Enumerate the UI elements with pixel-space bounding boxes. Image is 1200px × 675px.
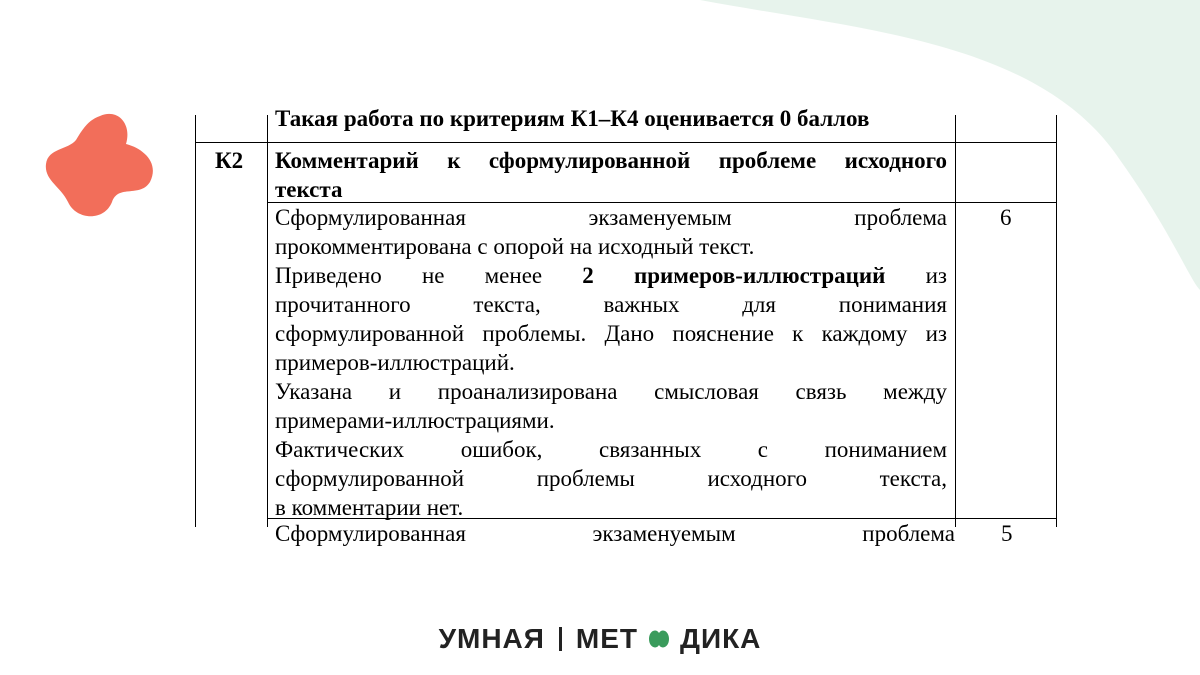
table-divider-score [955, 115, 956, 527]
coral-blob-decoration [42, 110, 156, 222]
criterion-title-line-2: текста [275, 177, 343, 202]
desc-p4-line-2: сформулированной проблемы исходного текста, [275, 466, 947, 491]
criterion-code: К2 [215, 148, 244, 173]
cropped-next-row-text: Сформулированная экзаменуемым проблема [275, 521, 955, 546]
score-value: 6 [1000, 205, 1012, 230]
desc-p2-line-1 [275, 261, 947, 290]
desc-p2-bold: 2 примеров-иллюстраций [582, 263, 886, 288]
brand-logo [0, 623, 1200, 655]
logo-word-2-end: ДИКА [680, 623, 762, 654]
criterion-description [275, 203, 947, 522]
desc-p1-line-1: Сформулированная экзаменуемым проблема [275, 205, 947, 230]
desc-p2-line-4: примеров-иллюстраций. [275, 350, 515, 375]
table-border-left [195, 115, 196, 527]
desc-p2-suffix: из [925, 263, 947, 288]
desc-p4-line-1: Фактических ошибок, связанных с пониманием [275, 437, 947, 462]
logo-word-2-start: МЕТ [575, 623, 639, 654]
leaf-icon [646, 626, 672, 652]
row-divider-1 [195, 142, 1057, 143]
logo-separator [559, 627, 562, 651]
desc-p4-line-3: в комментарии нет. [275, 495, 464, 520]
desc-p2-line-2: прочитанного текста, важных для понимания [275, 292, 947, 317]
desc-p3-line-2: примерами-иллюстрациями. [275, 408, 555, 433]
cropped-next-score: 5 [1001, 521, 1013, 546]
desc-p1-line-2: прокомментирована с опорой на исходный текст. [275, 234, 755, 259]
criterion-title [275, 146, 947, 204]
criterion-title-line-1: Комментарий к сформулированной проблеме исходного [275, 148, 947, 173]
criteria-table [195, 106, 1058, 546]
desc-p2-prefix: Приведено не менее [275, 263, 543, 288]
desc-p2-line-3: сформулированной проблемы. Дано пояснение к каждому из [275, 321, 947, 346]
desc-p3-line-1: Указана и проанализирована смысловая связь между [275, 379, 947, 404]
logo-word-1: УМНАЯ [438, 623, 545, 654]
table-divider-code [267, 115, 268, 527]
cropped-previous-row-text: Такая работа по критериям К1–К4 оценивается 0 баллов [275, 106, 870, 131]
table-border-right [1056, 115, 1057, 527]
